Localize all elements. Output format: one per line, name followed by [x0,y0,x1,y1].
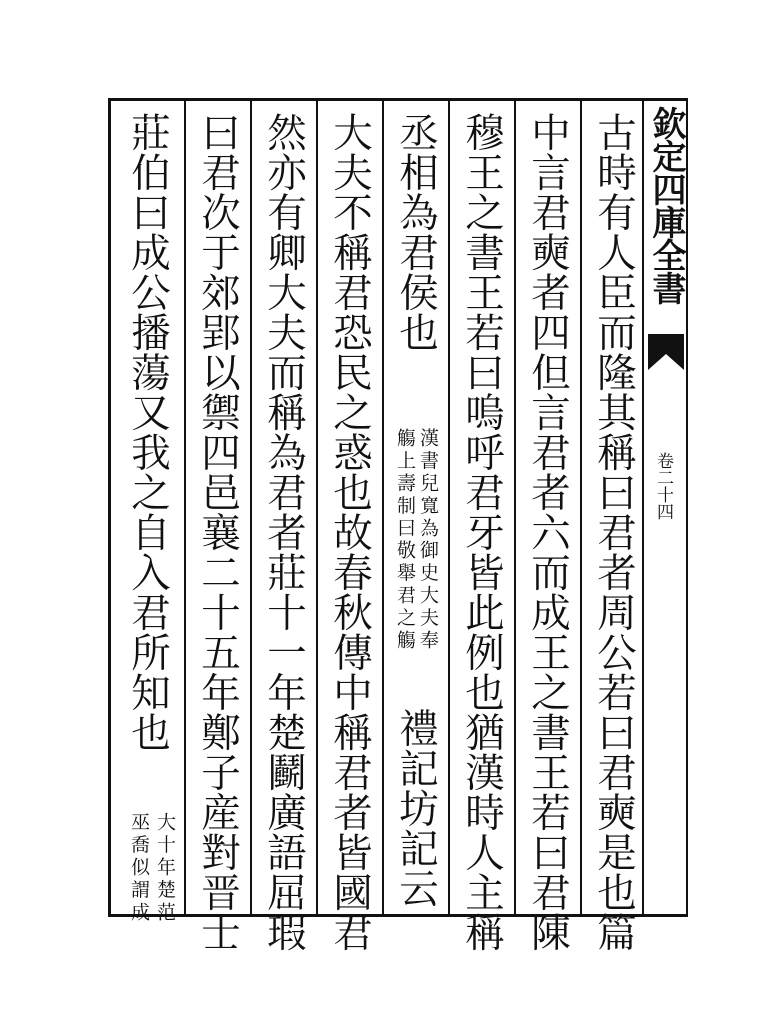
text-column-3 [459,104,505,952]
column-text-tail: 禮記坊記云 [393,708,439,908]
column-text: 穆王之書王若曰嗚呼君牙皆此例也猶漢時人主稱 [459,112,505,952]
column-text: 莊伯曰成公播蕩又我之自入君所知也 [125,112,171,752]
text-column-8 [125,104,176,924]
annotation-left: 觴上壽制曰敬舉君之觴 [394,428,416,652]
frame-top-rule [108,98,688,101]
text-column-4 [394,104,438,914]
column-divider [448,101,450,914]
column-text: 大夫不稱君恐民之惑也故春秋傳中稱君者皆國君 [327,112,373,952]
annotation-right: 漢書兒寬為御史大夫奉 [417,428,439,652]
column-divider [580,101,582,914]
text-column-2 [525,104,571,952]
column-text: 丞相為君侯也 [393,112,439,352]
column-divider [250,101,252,914]
fishtail-mark [648,334,684,370]
column-text: 曰君次于郊郢以禦四邑襄二十五年鄭子産對晋士 [195,112,241,952]
frame-left-rule [108,98,111,917]
column-divider [184,101,186,914]
juan-number: 卷二十四 [653,452,673,520]
column-divider [316,101,318,914]
column-text: 然亦有卿大夫而稱為君者莊十一年楚鬬廣語屈瑕 [261,112,307,952]
text-column-5 [327,104,373,952]
column-divider [382,101,384,914]
column-text: 中言君奭者四但言君者六而成王之書王若曰君陳 [525,112,571,952]
frame-right-rule [686,98,688,917]
text-column-6 [261,104,307,952]
book-title-vertical: 欽定四庫全書 [646,106,686,304]
annotation-right: 大十年楚范 [154,812,176,924]
text-column-7 [195,104,241,952]
banxin-left-rule [642,98,644,917]
column-text: 古時有人臣而隆其稱曰君者周公若曰君奭是也篇 [591,112,637,952]
annotation-left: 巫喬似謂成 [128,812,150,924]
text-column-1 [591,104,637,952]
column-divider [514,101,516,914]
